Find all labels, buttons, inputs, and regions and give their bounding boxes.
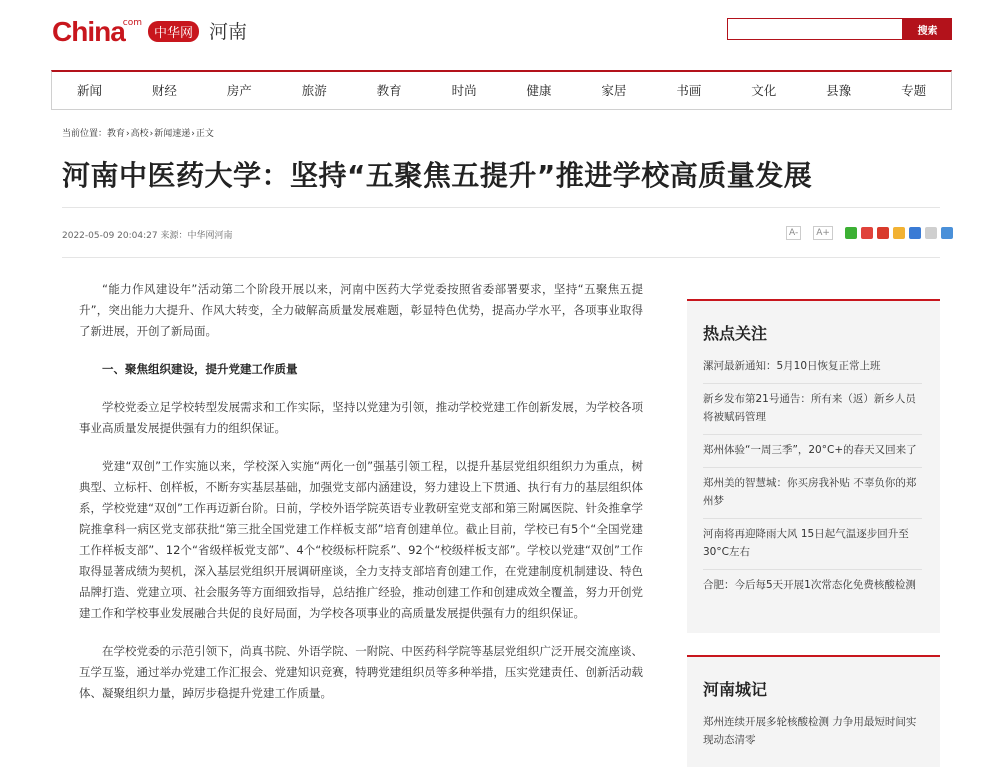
copy-link-icon[interactable]: [925, 227, 937, 239]
hot-news-link[interactable]: 郑州体验“一周三季”，20°C+的春天又回来了: [703, 444, 917, 456]
logo-com-text: com: [122, 18, 143, 28]
breadcrumb: [62, 126, 214, 139]
hot-news-link[interactable]: 漯河最新通知：5月10日恢复正常上班: [703, 360, 881, 372]
wechat-share-icon[interactable]: [845, 227, 857, 239]
site-logo[interactable]: [52, 14, 247, 46]
logo-badge: 中华网: [148, 21, 199, 42]
hot-news-list: [687, 343, 940, 602]
article-paragraph: 学校党委立足学校转型发展需求和工作实际，坚持以党建为引领，推动学校党建工作创新发展，为学校各项事业高质量发展提供强有力的组织保证。: [79, 400, 643, 435]
breadcrumb-prefix: 当前位置：: [62, 129, 108, 139]
list-item: [703, 519, 922, 570]
article-paragraph: “能力作风建设年”活动第二个阶段开展以来，河南中医药大学党委按照省委部署要求，坚持“五聚焦五提升”，突出能力大提升、作风大转变，全力破解高质量发展难题，彰显特色优势，提高办学水平，各项事业取得了新进展，开创了新局面。: [79, 282, 643, 338]
nav-item-painting[interactable]: 书画: [676, 83, 702, 98]
qq-share-icon[interactable]: [909, 227, 921, 239]
breadcrumb-separator: ›: [126, 129, 130, 139]
list-item: [703, 384, 922, 435]
divider: [62, 207, 940, 208]
breadcrumb-separator: ›: [149, 129, 154, 139]
nav-item-fashion[interactable]: 时尚: [451, 83, 477, 98]
qzone-share-icon[interactable]: [893, 227, 905, 239]
list-item: [703, 707, 922, 757]
hot-news-link[interactable]: 河南将再迎降雨大风 15日起气温逐步回升至30°C左右: [703, 528, 909, 558]
hot-news-link[interactable]: 合肥：今后每5天开展1次常态化免费核酸检测: [703, 579, 916, 591]
breadcrumb-item[interactable]: 高校: [130, 129, 149, 139]
nav-item-culture[interactable]: 文化: [751, 83, 777, 98]
renren-share-icon[interactable]: [877, 227, 889, 239]
hot-news-panel: [687, 299, 940, 633]
article-title: 河南中医药大学：坚持“五聚焦五提升”推进学校高质量发展: [62, 159, 813, 192]
breadcrumb-separator: ›: [191, 129, 195, 139]
search-button[interactable]: 搜索: [903, 18, 952, 40]
list-item: [703, 351, 922, 384]
breadcrumb-item[interactable]: 教育: [107, 129, 126, 139]
list-item: [703, 468, 922, 519]
logo-china-text: China: [52, 16, 125, 47]
nav-item-news[interactable]: 新闻: [76, 83, 102, 98]
nav-item-finance[interactable]: 财经: [151, 83, 177, 98]
article-paragraph: 在学校党委的示范引领下，尚真书院、外语学院、一附院、中医药科学院等基层党组织广泛开展交流座谈、互学互鉴，通过举办党建工作汇报会、党建知识竞赛，特聘党建组织员等多种举措，压实党建责任、创新活动载体、凝聚组织力量，踔厉步稳提升党建工作质量。: [79, 644, 643, 700]
article-paragraph: 党建“双创”工作实施以来，学校深入实施“两化一创”强基引领工程，以提升基层党组织组织力为重点，树典型、立标杆、创样板，不断夯实基层基础，加强党支部内涵建设，努力建设上下贯通、执行有力的基层组织体系，学校党建“双创”工作再迈新台阶。日前，学校外语学院英语专业教研室党支部和第三附属医院、针灸推拿学院推拿科一病区党支部获批“第三批全国党建工作样板支部”培育创建单位。截止目前，学校已有5个“全国党建工作样板支部”、12个“省级样板党支部”、4个“校级标杆院系”、92个“校级样板支部”。学校以党建“双创”工作取得显著成绩为契机，深入基层党组织开展调研座谈，全力支持支部培育创建工作，在党建制度机制建设、特色品牌打造、党建立项、社会服务等方面细致指导，总结推广经验，推动创建工作和创建成效全覆盖，努力开创党建工作和学校事业发展融合共促的良好局面，为学校各项事业的高质量发展提供强有力的组织保证。: [79, 459, 643, 620]
article-tools: [786, 226, 953, 240]
main-nav: [51, 70, 952, 110]
article-subheading: 一、聚焦组织建设，提升党建工作质量: [102, 362, 298, 376]
logo-region: 河南: [209, 21, 248, 43]
list-item: [703, 435, 922, 468]
nav-item-education[interactable]: 教育: [376, 83, 402, 98]
print-icon[interactable]: [941, 227, 953, 239]
city-news-link[interactable]: 郑州连续开展多轮核酸检测 力争用最短时间实现动态清零: [703, 716, 917, 746]
nav-item-county[interactable]: 县豫: [826, 83, 852, 98]
nav-item-house[interactable]: 房产: [226, 83, 252, 98]
city-news-list: [687, 699, 940, 757]
list-item: [703, 570, 922, 602]
city-news-panel: [687, 655, 940, 767]
hot-news-title: 热点关注: [703, 324, 768, 343]
weibo-share-icon[interactable]: [861, 227, 873, 239]
article-meta: 2022-05-09 20:04:27 来源：中华网河南: [62, 231, 233, 241]
breadcrumb-item: 正文: [195, 129, 214, 139]
nav-item-home[interactable]: 家居: [601, 83, 627, 98]
search-input[interactable]: [727, 18, 903, 40]
hot-news-link[interactable]: 郑州美的智慧城：你买房我补贴 不辜负你的郑州梦: [703, 477, 917, 507]
search-bar: [727, 18, 952, 40]
hot-news-link[interactable]: 新乡发布第21号通告：所有来（返）新乡人员将被赋码管理: [703, 393, 916, 423]
divider: [62, 257, 940, 258]
font-smaller-button[interactable]: A-: [786, 226, 801, 240]
nav-item-topics[interactable]: 专题: [901, 83, 927, 98]
nav-item-health[interactable]: 健康: [526, 83, 552, 98]
breadcrumb-item[interactable]: 新闻速递: [154, 129, 191, 139]
city-news-title: 河南城记: [703, 680, 768, 699]
nav-item-travel[interactable]: 旅游: [301, 83, 327, 98]
article-body: [79, 279, 643, 721]
font-larger-button[interactable]: A+: [813, 226, 833, 240]
